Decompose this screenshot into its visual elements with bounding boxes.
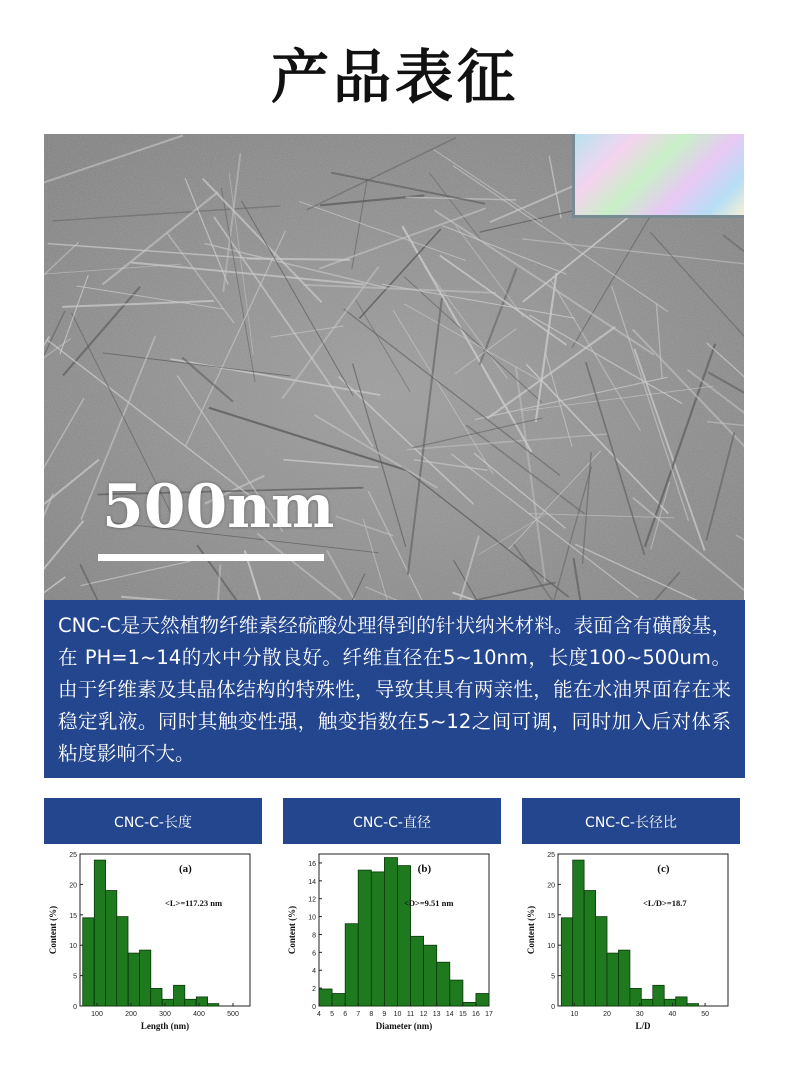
histogram-bar	[358, 870, 371, 1006]
y-tick-label: 8	[312, 932, 316, 940]
scale-bar-label: 500nm	[102, 472, 335, 542]
chart-header-aspect-ratio: CNC-C-长径比	[522, 798, 740, 844]
histogram-bar	[398, 866, 411, 1006]
x-tick-label: 14	[445, 1011, 454, 1018]
x-tick-label: 200	[125, 1011, 137, 1018]
x-tick-label: 40	[668, 1011, 677, 1018]
histogram-bar	[371, 872, 384, 1006]
histogram-bar	[128, 953, 139, 1006]
tem-micrograph	[44, 134, 744, 600]
x-tick-label: 300	[159, 1011, 171, 1018]
histogram-bar	[83, 918, 94, 1006]
histogram-aspect-ratio	[522, 844, 740, 1034]
panel-label: (b)	[417, 863, 432, 875]
y-tick-label: 25	[69, 852, 77, 859]
histogram-bar	[664, 999, 675, 1006]
histogram-bar	[424, 945, 437, 1006]
panel-label: (a)	[178, 863, 192, 875]
histogram-bar	[94, 860, 105, 1006]
histogram-bar	[450, 980, 463, 1006]
y-tick-label: 2	[312, 986, 316, 994]
y-tick-label: 5	[73, 973, 77, 981]
scale-bar	[98, 554, 324, 561]
description-panel	[44, 600, 745, 778]
y-tick-label: 10	[308, 914, 316, 922]
histogram-bar	[437, 962, 450, 1006]
page-title: 产品表征	[270, 43, 519, 111]
y-tick-label: 5	[551, 973, 555, 981]
x-axis-label: Length (nm)	[140, 1021, 190, 1031]
x-tick-label: 400	[193, 1011, 205, 1018]
histogram-bar	[607, 953, 618, 1006]
histogram-diameter	[283, 844, 501, 1034]
y-tick-label: 25	[547, 852, 555, 859]
chart-header-diameter: CNC-C-直径	[283, 798, 501, 844]
x-tick-label: 4	[317, 1011, 321, 1018]
mean-annotation: <L/D>=18.7	[643, 898, 687, 908]
y-tick-label: 6	[312, 950, 316, 958]
x-tick-label: 5	[330, 1011, 335, 1018]
y-tick-label: 10	[547, 943, 555, 951]
mean-annotation: <L>=117.23 nm	[165, 898, 223, 908]
x-axis-label: L/D	[635, 1021, 651, 1031]
histogram-bar	[476, 994, 489, 1007]
histogram-bar	[117, 917, 128, 1006]
x-tick-label: 13	[432, 1011, 441, 1018]
histogram-bar	[641, 999, 652, 1006]
histogram-bar	[332, 994, 345, 1007]
histogram-bar	[345, 924, 358, 1006]
histogram-bar	[151, 988, 162, 1006]
histogram-bar	[185, 999, 196, 1006]
x-tick-label: 15	[458, 1011, 467, 1018]
x-tick-label: 30	[635, 1011, 644, 1018]
x-tick-label: 6	[343, 1011, 348, 1018]
x-tick-label: 500	[227, 1011, 239, 1018]
histogram-bar	[106, 891, 117, 1007]
histogram-bar	[619, 950, 630, 1006]
x-tick-label: 7	[356, 1011, 361, 1018]
histogram-bar	[162, 999, 173, 1006]
y-axis-label: Content (%)	[287, 905, 297, 955]
y-tick-label: 12	[308, 896, 316, 904]
panel-label: (c)	[657, 863, 670, 875]
histogram-bar	[174, 985, 185, 1006]
histogram-bar	[596, 917, 607, 1006]
y-tick-label: 20	[547, 882, 555, 890]
chart-header-length: CNC-C-长度	[44, 798, 262, 844]
dispersion-vial-photo	[572, 134, 744, 218]
histogram-bar	[411, 936, 424, 1006]
y-axis-label: Content (%)	[48, 905, 58, 955]
chart-card-diameter	[283, 798, 501, 1034]
histogram-bar	[573, 860, 584, 1006]
x-tick-label: 16	[472, 1011, 480, 1018]
chart-card-aspect-ratio	[522, 798, 740, 1034]
histogram-bar	[208, 1004, 219, 1006]
chart-card-length	[44, 798, 262, 1034]
y-tick-label: 0	[312, 1004, 316, 1011]
x-tick-label: 10	[393, 1011, 402, 1018]
x-tick-label: 12	[419, 1011, 428, 1018]
y-tick-label: 0	[551, 1004, 555, 1011]
x-tick-label: 100	[91, 1011, 103, 1018]
description-text: CNC-C是天然植物纤维素经硫酸处理得到的针状纳米材料。表面含有磺酸基，在 PH=1~14的水中分散良好。纤维直径在5~10nm，长度100~500um。由于纤维素及其晶体结构的特殊性，导致其具有两亲性，能在水油界面存在来稳定乳液。同时其触变性强，触变指数在5~12之间可调，同时加入后对体系粘度影响不大。	[58, 614, 731, 765]
histogram-bar	[687, 1004, 698, 1006]
histogram-bar	[584, 891, 595, 1007]
y-tick-label: 15	[547, 912, 555, 920]
x-tick-label: 8	[369, 1011, 374, 1018]
x-tick-label: 10	[570, 1011, 579, 1018]
y-tick-label: 0	[73, 1004, 77, 1011]
x-tick-label: 11	[406, 1011, 415, 1018]
mean-annotation: <D>=9.51 nm	[404, 898, 454, 908]
y-axis-label: Content (%)	[526, 905, 536, 955]
x-axis-label: Diameter (nm)	[375, 1021, 433, 1031]
histogram-bar	[196, 997, 207, 1006]
y-tick-label: 20	[69, 882, 77, 890]
y-tick-label: 14	[308, 878, 316, 886]
x-tick-label: 50	[701, 1011, 710, 1018]
y-tick-label: 10	[69, 943, 77, 951]
histogram-bar	[140, 950, 151, 1006]
x-tick-label: 9	[382, 1011, 387, 1018]
histogram-bar	[676, 997, 687, 1006]
x-tick-label: 20	[603, 1011, 611, 1018]
histogram-bar	[384, 858, 397, 1006]
x-tick-label: 17	[485, 1011, 493, 1018]
y-tick-label: 16	[308, 860, 316, 868]
y-tick-label: 4	[312, 968, 316, 976]
histogram-bar	[653, 985, 664, 1006]
y-tick-label: 15	[69, 912, 77, 920]
histogram-bar	[561, 918, 572, 1006]
histogram-bar	[463, 1002, 476, 1006]
histogram-bar	[319, 989, 332, 1006]
histogram-length	[44, 844, 262, 1034]
fiber	[247, 259, 350, 260]
